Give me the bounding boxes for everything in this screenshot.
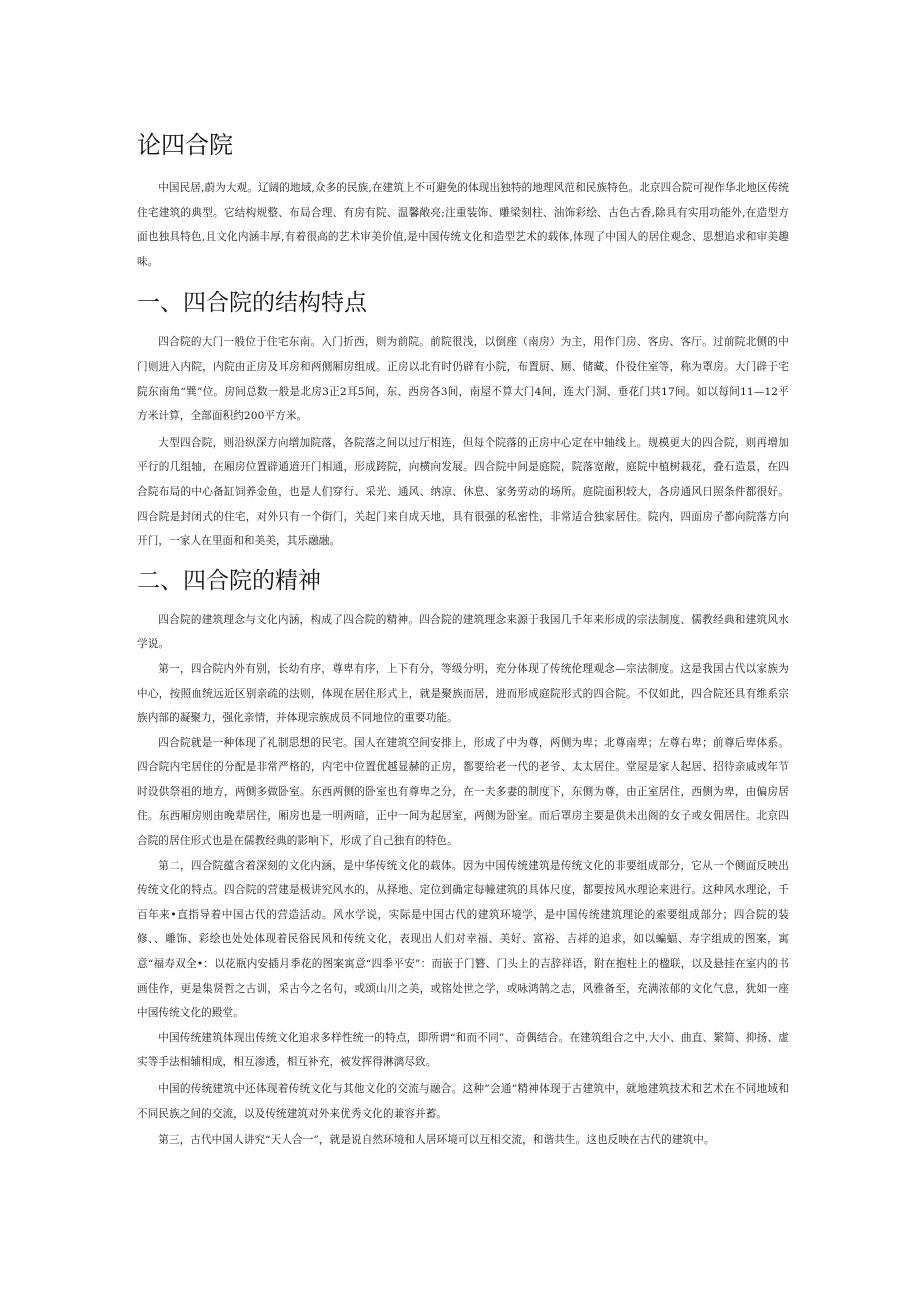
paragraph: 四合院的大门一般位于住宅东南。入门折西，则为前院。前院很浅，以倒座（南房）为主，用作门房、客房、客厅。过前院北侧的中门则进入内院，内院由正房及耳房和两侧厢房组成。正房以北有时仍辟有小院，布置厨、厕、储藏、仆役住室等，称为罩房。大门辟于宅院东南角“巽”位。房间总数一般是北房3正2耳5间，东、西房各3间，南屋不算大门4间，连大门洞、垂花门共17间。如以每间11—12平方米计算，全部面积约200平方米。 bbox=[137, 336, 789, 423]
paragraph: 四合院的建筑理念与文化内涵，构成了四合院的精神。四合院的建筑理念来源于我国几千年来形成的宗法制度、儒教经典和建筑风水学说。 bbox=[137, 613, 789, 651]
document-title: 论四合院 bbox=[137, 131, 233, 159]
paragraph: 四合院就是一种体现了礼制思想的民宅。国人在建筑空间安排上，形成了中为尊，两侧为卑；北尊南卑；左尊右卑；前尊后卑体系。四合院内宅居住的分配是非常严格的，内宅中位置优越显赫的正房，都要给老一代的老爷、太太居住。堂屋是家人起居、招待亲戚或年节时设供祭祖的地方，两侧多做卧室。东西两侧的卧室也有尊卑之分，在一夫多妻的制度下，东侧为尊，由正室居住，西侧为卑，由偏房居住。东西厢房则由晚辈居住，厢房也是一明两暗，正中一间为起居室，两侧为卧室。而后罩房主要是供未出阁的女子或女佣居住。北京四合院的居住形式也是在儒教经典的影响下，形成了自己独有的特色。 bbox=[137, 736, 789, 848]
intro-paragraph: 中国民居,蔚为大观。辽阔的地域,众多的民族,在建筑上不可避免的体现出独特的地理风范和民族特色。北京四合院可视作华北地区传统住宅建筑的典型。它结构规整、布局合理、有房有院、温馨敞亮;注重装饰、雕梁刻柱、油饰彩绘、古色古香,除具有实用功能外,在造型方面也独具特色,且文化内涵丰厚,有着很高的艺术审美价值,是中国传统文化和造型艺术的载体,体现了中国人的居住观念、思想追求和审美趣味。 bbox=[137, 182, 789, 268]
document-body bbox=[137, 128, 789, 1153]
section-heading-spirit: 二、四合院的精神 bbox=[137, 567, 321, 594]
paragraph: 第一，四合院内外有别，长幼有序，尊卑有序，上下有分，等级分明，充分体现了传统伦理观念—宗法制度。这是我国古代以家族为中心，按照血统远近区别亲疏的法则，体现在居住形式上，就是聚族而居，进而形成庭院形式的四合院。不仅如此，四合院还具有维系宗族内部的凝聚力，强化亲情，并体现宗族成员不同地位的重要功能。 bbox=[137, 662, 789, 725]
paragraph: 第二，四合院蕴含着深刻的文化内涵，是中华传统文化的载体。因为中国传统建筑是传统文化的非要组成部分，它从一个侧面反映出传统文化的特点。四合院的营建是极讲究风水的，从择地、定位到确定每幢建筑的具体尺度，都要按风水理论来进行。这种风水理论，千百年来•直指导着中国古代的营造活动。风水学说，实际是中国古代的建筑环境学，是中国传统建筑理论的索要组成部分；四合院的装修、、雕饰、彩绘也处处体现着民俗民风和传统文化，表现出人们对幸福、美好、富裕、吉祥的追求，如以蝙蝠、寿字组成的图案，寓意“福寿双全•：以花瓶内安插月季花的图案寓意“四季平安”：而嵌于门簪、门头上的吉辞祥语，附在抱柱上的楹联，以及悬挂在室内的书画佳作，更是集贤哲之古训，采古今之名句，或颂山川之美，或铭处世之学，或咏鸿鹄之志，风雅备至，充满浓郁的文化气息，犹如一座中国传统文化的殿堂。 bbox=[137, 859, 789, 1020]
paragraph: 中国传统建筑体现出传统文化追求多样性统一的特点，即所谓“和而不同”、奇偶结合。在建筑组合之中,大小、曲直、繁简、抑扬、虚实等手法相辅相成，相互渗透，相互补充，被发挥得淋漓尽致。 bbox=[137, 1031, 789, 1069]
paragraph: 第三，古代中国人讲究“天人合一”，就是说自然环境和人居环境可以互相交流，和谐共生。这也反映在古代的建筑中。 bbox=[158, 1134, 715, 1147]
paragraph: 大型四合院，则沿纵深方向增加院落，各院落之间以过厅相连，但每个院落的正房中心定在中轴线上。规模更大的四合院，则再增加平行的几组轴，在厢房位置辟通道开门相通，形成跨院，向横向发展。四合院中间是庭院，院落宽敞，庭院中植树栽花，叠石造景，在四合院布局的中心备缸饲养金鱼，也是人们穿行、采光、通风、纳凉、休息、家务劳动的场所。庭院面积较大，各房通风日照条件都很好。四合院是封闭式的住宅，对外只有一个街门，关起门来自成天地，具有很强的私密性，非常适合独家居住。院内，四面房子都向院落方向开门，一家人在里面和和美美，其乐融融。 bbox=[137, 436, 789, 548]
section-heading-structure: 一、四合院的结构特点 bbox=[137, 290, 367, 317]
paragraph: 中国的传统建筑中还体现着传统文化与其他文化的交流与融合。这种”会通”精神体现于古建筑中，就地建筑技术和艺术在不同地域和不同民族之间的交流，以及传统建筑对外来优秀文化的兼容并蓄。 bbox=[137, 1083, 789, 1120]
